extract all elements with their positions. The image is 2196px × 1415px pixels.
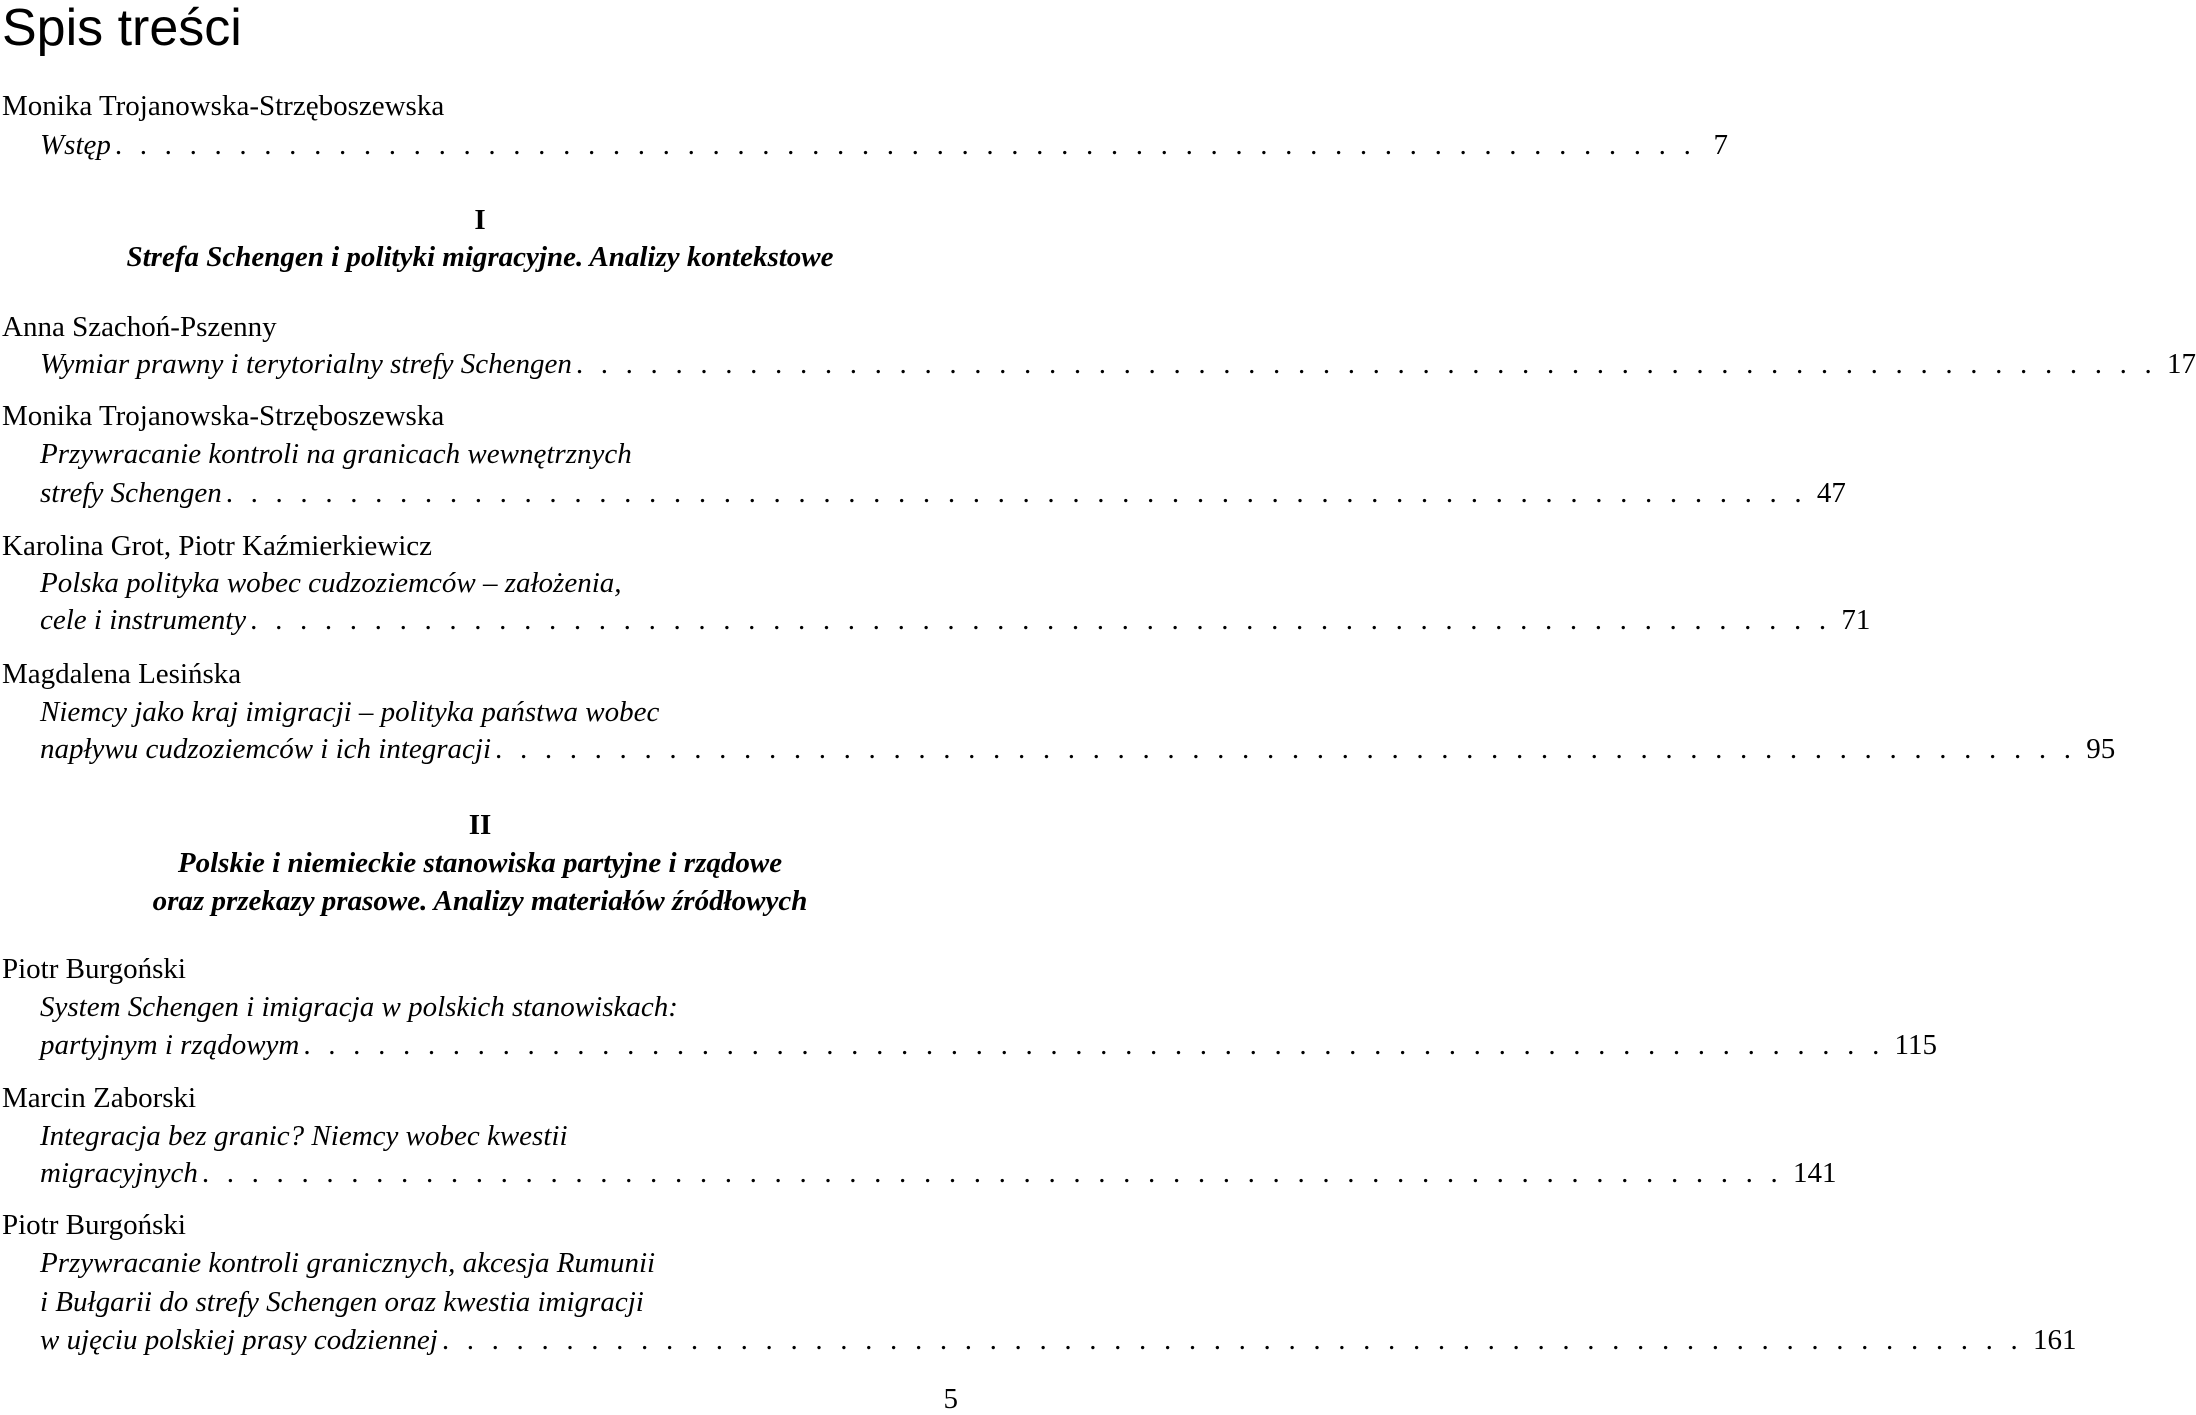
leader-dots: . . . . . . . . . . . . . . . . . . . . . . . . . . . . . . . . . . . . . . . . . . . . . . . . . . . . . . . . . . . . . . . . — [575, 348, 2157, 380]
toc-page-number: 7 — [1713, 129, 1729, 161]
page-number: 5 — [943, 1383, 958, 1415]
toc-entry-title-line[interactable]: Polska polityka wobec cudzoziemców – założenia, — [40, 567, 622, 599]
toc-entry-title-line[interactable]: Przywracanie kontroli granicznych, akcesja Rumunii — [40, 1247, 656, 1279]
toc-author: Piotr Burgoński — [2, 1209, 186, 1241]
toc-page-number: 141 — [1793, 1157, 1837, 1189]
toc-page-number: 161 — [2033, 1324, 2077, 1356]
toc-entry-title-line[interactable]: Przywracanie kontroli na granicach wewnętrznych — [40, 438, 632, 470]
toc-page-number: 95 — [2086, 733, 2116, 765]
toc-author: Karolina Grot, Piotr Kaźmierkiewicz — [2, 530, 433, 562]
leader-dots: . . . . . . . . . . . . . . . . . . . . . . . . . . . . . . . . . . . . . . . . . . . . . . . . . . . . . . . . . . . . . . . . — [225, 477, 1807, 509]
toc-entry[interactable] — [40, 1322, 2077, 1358]
toc-author: Marcin Zaborski — [2, 1082, 197, 1114]
toc-author: Anna Szachoń-Pszenny — [2, 311, 277, 343]
toc-page-number: 47 — [1816, 477, 1846, 509]
leader-dots: . . . . . . . . . . . . . . . . . . . . . . . . . . . . . . . . . . . . . . . . . . . . . . . . . . . . . . . . . . . . . . . . — [495, 733, 2077, 765]
toc-page-number: 115 — [1894, 1029, 1937, 1061]
part-heading: Polskie i niemieckie stanowiska partyjne i rządowe — [177, 847, 783, 879]
part-heading: oraz przekazy prasowe. Analizy materiałów źródłowych — [152, 885, 808, 917]
leader-dots: . . . . . . . . . . . . . . . . . . . . . . . . . . . . . . . . . . . . . . . . . . . . . . . . . . . . . . . . . . . . . . . . — [441, 1324, 2024, 1356]
toc-entry[interactable] — [40, 346, 2196, 382]
toc-page-number: 17 — [2167, 348, 2196, 380]
toc-entry-title: migracyjnych — [40, 1157, 198, 1189]
toc-entry-title: partyjnym i rządowym — [40, 1029, 300, 1061]
part-numeral: I — [474, 204, 486, 236]
leader-dots: . . . . . . . . . . . . . . . . . . . . . . . . . . . . . . . . . . . . . . . . . . . . . . . . . . . . . . . . . . . . . . . . — [303, 1029, 1885, 1061]
toc-entry-title-line[interactable]: i Bułgarii do strefy Schengen oraz kwestia imigracji — [40, 1286, 644, 1318]
toc-entry-title: Wstęp — [40, 129, 111, 161]
toc-entry-title: strefy Schengen — [40, 477, 222, 509]
toc-entry-title: w ujęciu polskiej prasy codziennej — [40, 1324, 438, 1356]
part-numeral: II — [468, 809, 492, 841]
toc-entry-title-line[interactable]: System Schengen i imigracja w polskich stanowiskach: — [40, 991, 678, 1023]
page-title: Spis treści — [2, 0, 242, 57]
toc-entry-title: Wymiar prawny i terytorialny strefy Schengen — [40, 348, 572, 380]
toc-entry-title: cele i instrumenty — [40, 604, 247, 636]
toc-entry-title-line[interactable]: Niemcy jako kraj imigracji – polityka państwa wobec — [40, 696, 660, 728]
leader-dots: . . . . . . . . . . . . . . . . . . . . . . . . . . . . . . . . . . . . . . . . . . . . . . . . . . . . . . . . . . . . . . . . — [201, 1157, 1783, 1189]
toc-author: Monika Trojanowska-Strzęboszewska — [2, 90, 445, 122]
toc-entry-intro[interactable] — [40, 127, 1729, 163]
toc-author: Magdalena Lesińska — [2, 658, 242, 690]
toc-entry[interactable] — [40, 1027, 1937, 1063]
leader-dots: . . . . . . . . . . . . . . . . . . . . . . . . . . . . . . . . . . . . . . . . . . . . . . . . . . . . . . . . . . . . . . . . — [114, 129, 1697, 161]
leader-dots: . . . . . . . . . . . . . . . . . . . . . . . . . . . . . . . . . . . . . . . . . . . . . . . . . . . . . . . . . . . . . . . . — [250, 604, 1832, 636]
toc-page-number: 71 — [1841, 604, 1871, 636]
toc-entry-title-line[interactable]: Integracja bez granic? Niemcy wobec kwestii — [40, 1120, 568, 1152]
toc-entry[interactable] — [40, 731, 2116, 767]
part-heading: Strefa Schengen i polityki migracyjne. Analizy kontekstowe — [126, 241, 834, 273]
toc-author: Monika Trojanowska-Strzęboszewska — [2, 400, 445, 432]
toc-entry[interactable] — [40, 1155, 1837, 1191]
toc-entry-title: napływu cudzoziemców i ich integracji — [40, 733, 492, 765]
toc-author: Piotr Burgoński — [2, 953, 186, 985]
toc-entry[interactable] — [40, 475, 1846, 511]
toc-entry[interactable] — [40, 602, 1871, 638]
